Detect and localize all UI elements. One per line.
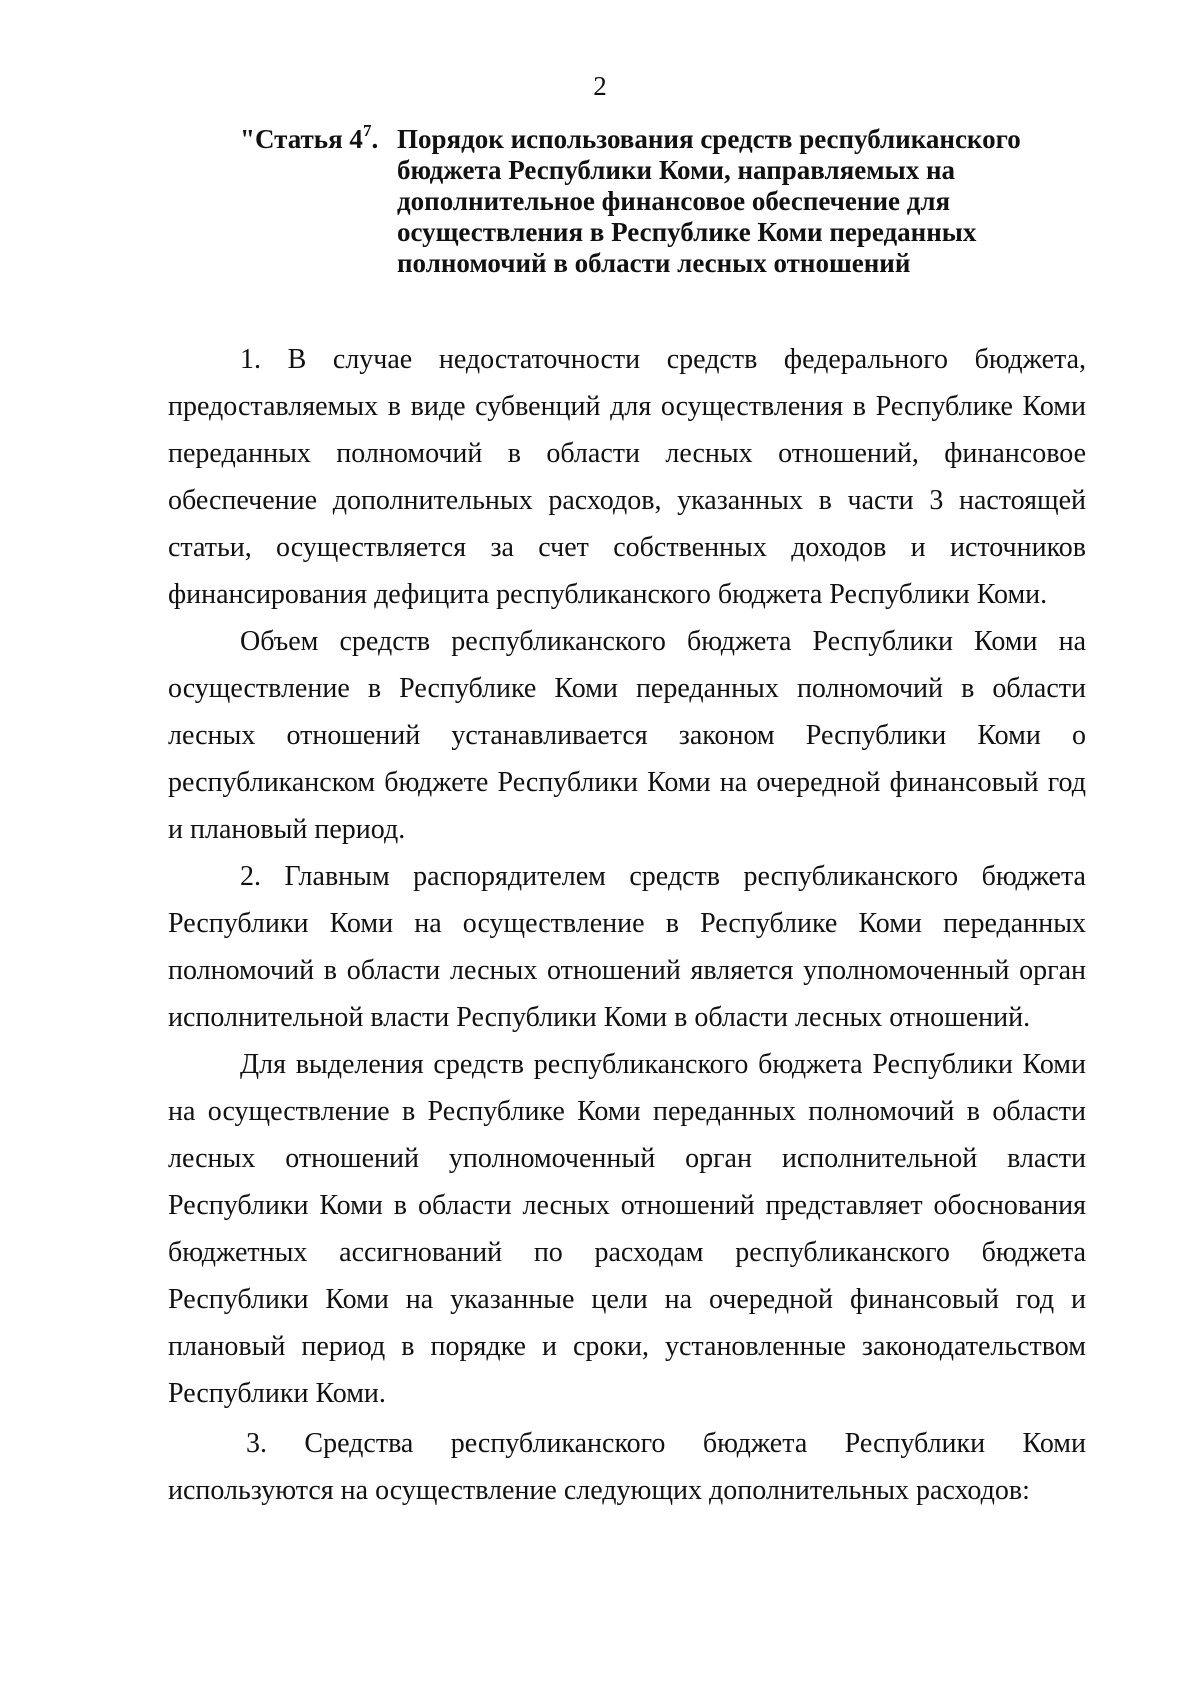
page-number: 2: [593, 71, 607, 101]
article-heading: [240, 121, 1100, 279]
article-label-suffix: .: [371, 124, 379, 154]
article-label: [240, 121, 379, 155]
article-label-prefix: "Статья 4: [240, 124, 363, 154]
article-body: [168, 336, 1086, 1514]
paragraph-part-2-allocation: Для выделения средств республиканского бюджета Республики Коми на осуществление в Республике Коми переданных полномочий в области лесных отношений уполномоченный орган исполнительной власти Республики Коми в области лесных отношений представляет обоснования бюджетных ассигнований по расходам республиканского бюджета Республики Коми на указанные цели на очередной финансовый год и плановый период в порядке и сроки, установленные законодательством Республики Коми.: [168, 1049, 1086, 1409]
paragraph-part-2: 2. Главным распорядителем средств республиканского бюджета Республики Коми на осуществление в Республике Коми переданных полномочий в области лесных отношений является уполномоченный орган исполнительной власти Республики Коми в области лесных отношений.: [168, 861, 1086, 1033]
paragraph-part-3: 3. Средства республиканского бюджета Республики Коми используются на осуществление следующих дополнительных расходов:: [168, 1428, 1086, 1506]
article-label-superscript: 7: [362, 121, 372, 140]
paragraph-part-1-volume: Объем средств республиканского бюджета Республики Коми на осуществление в Республике Коми переданных полномочий в области лесных отношений устанавливается законом Республики Коми о республиканском бюджете Республики Коми на очередной финансовый год и плановый период.: [168, 626, 1086, 845]
article-title: Порядок использования средств республиканского бюджета Республики Коми, направляемых на дополнительное финансовое обеспечение для осуществления в Республике Коми переданных полномочий в области лесных отношений: [397, 124, 1021, 278]
paragraph-part-1: 1. В случае недостаточности средств федерального бюджета, предоставляемых в виде субвенций для осуществления в Республике Коми переданных полномочий в области лесных отношений, финансовое обеспечение дополнительных расходов, указанных в части 3 настоящей статьи, осуществляется за счет собственных доходов и источников финансирования дефицита республиканского бюджета Республики Коми.: [168, 344, 1086, 610]
